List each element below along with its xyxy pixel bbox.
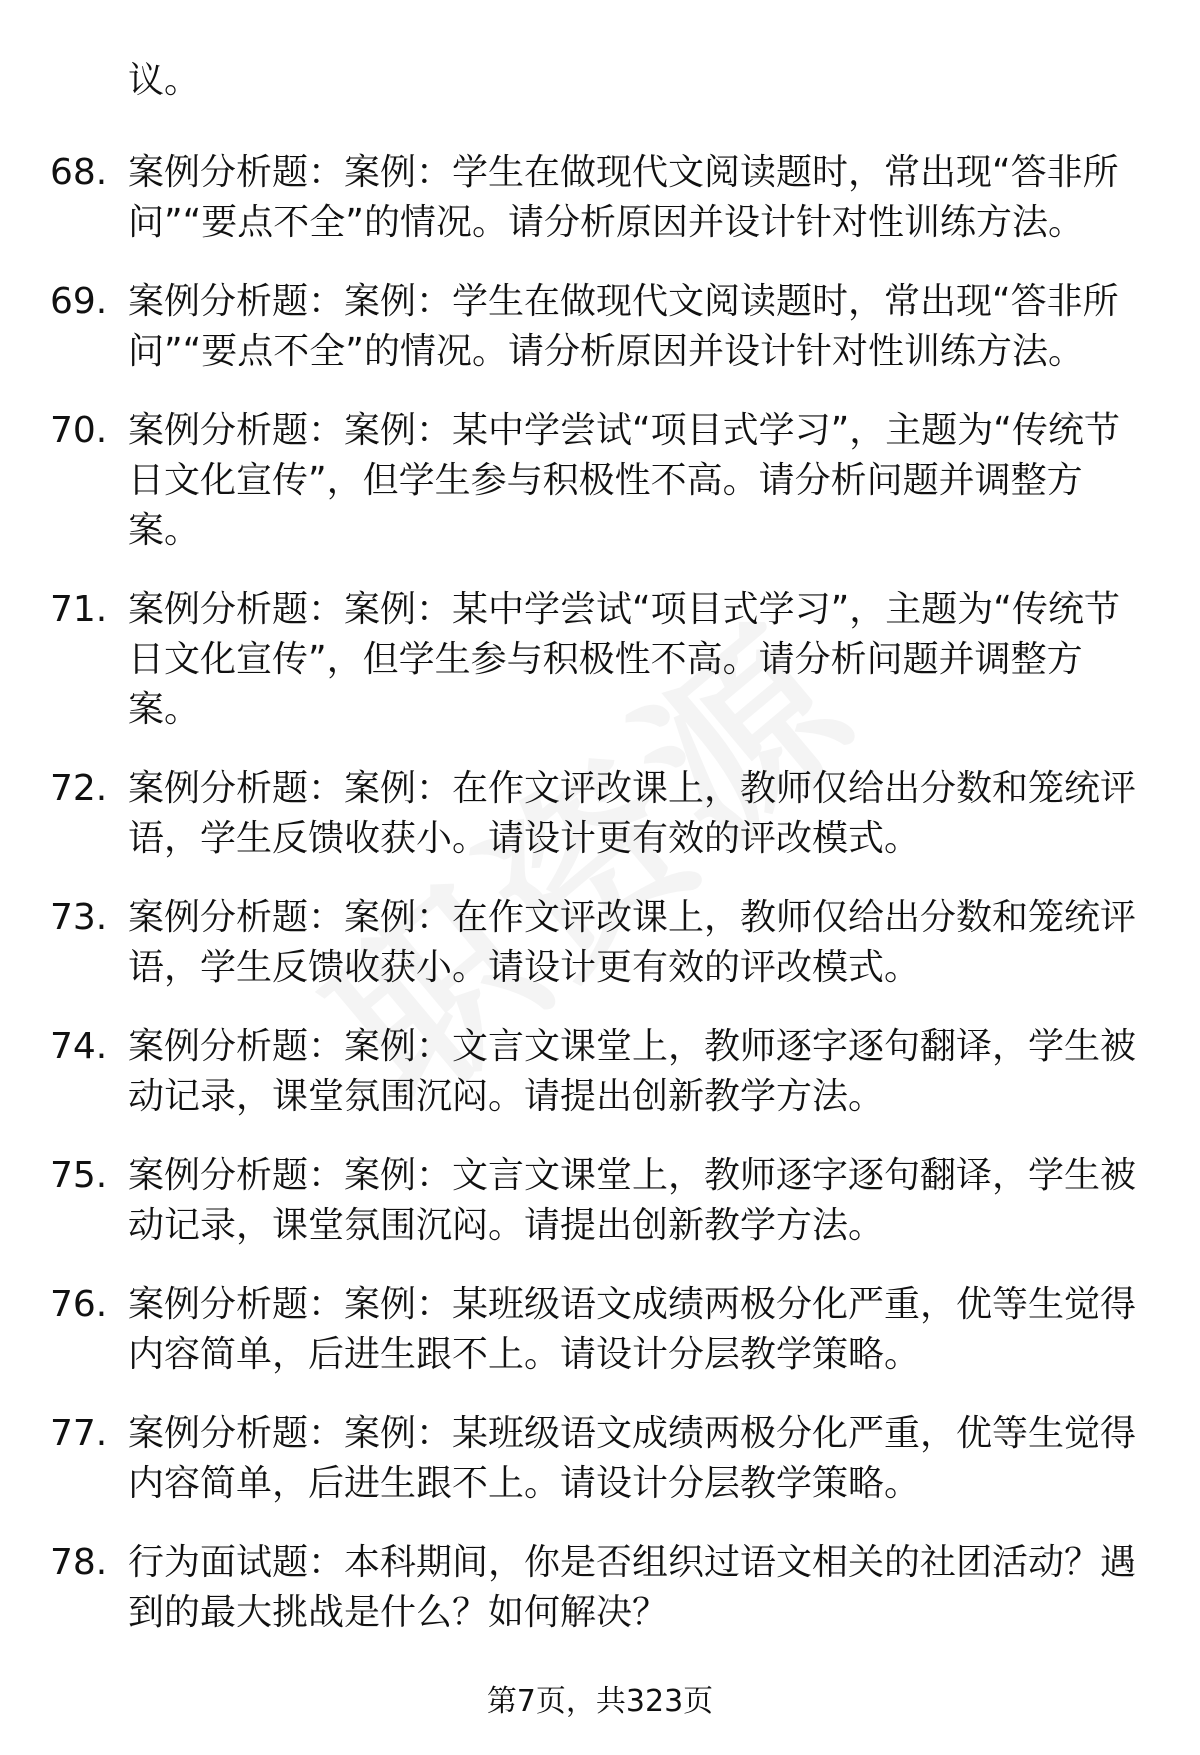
question-text: 案例分析题：案例：文言文课堂上，教师逐字逐句翻译，学生被动记录，课堂氛围沉闷。请提出创新教学方法。: [128, 1026, 1137, 1117]
question-number: 70.: [50, 410, 108, 451]
question-text: 案例分析题：案例：某中学尝试“项目式学习”，主题为“传统节日文化宣传”，但学生参与积极性不高。请分析问题并调整方案。: [128, 410, 1120, 551]
question-number: 78.: [50, 1542, 108, 1583]
question-number: 71.: [50, 589, 108, 630]
list-item: [50, 764, 1150, 864]
page-footer: 第7页，共323页: [486, 1684, 714, 1719]
question-text: 案例分析题：案例：在作文评改课上，教师仅给出分数和笼统评语，学生反馈收获小。请设计更有效的评改模式。: [128, 897, 1137, 988]
list-item: [50, 1538, 1150, 1638]
question-number: 69.: [50, 281, 108, 322]
question-number: 75.: [50, 1155, 108, 1196]
question-text: 案例分析题：案例：学生在做现代文阅读题时，常出现“答非所问”“要点不全”的情况。请分析原因并设计针对性训练方法。: [128, 152, 1119, 243]
question-text: 行为面试题：本科期间，你是否组织过语文相关的社团活动？遇到的最大挑战是什么？如何解决？: [128, 1542, 1137, 1633]
list-item: [50, 1280, 1150, 1380]
list-item: [50, 893, 1150, 993]
list-item: [50, 277, 1150, 377]
list-item: [50, 585, 1150, 735]
list-item: [50, 1022, 1150, 1122]
question-number: 68.: [50, 152, 108, 193]
question-list: [50, 148, 1150, 1667]
question-text: 案例分析题：案例：某班级语文成绩两极分化严重，优等生觉得内容简单，后进生跟不上。请设计分层教学策略。: [128, 1284, 1137, 1375]
question-text: 案例分析题：案例：在作文评改课上，教师仅给出分数和笼统评语，学生反馈收获小。请设计更有效的评改模式。: [128, 768, 1137, 859]
question-number: 72.: [50, 768, 108, 809]
question-text: 案例分析题：案例：文言文课堂上，教师逐字逐句翻译，学生被动记录，课堂氛围沉闷。请提出创新教学方法。: [128, 1155, 1137, 1246]
question-number: 74.: [50, 1026, 108, 1067]
question-number: 73.: [50, 897, 108, 938]
question-number: 76.: [50, 1284, 108, 1325]
list-item: [50, 1151, 1150, 1251]
continuation-text: 议。: [128, 60, 201, 101]
list-item: [50, 1409, 1150, 1509]
question-text: 案例分析题：案例：某中学尝试“项目式学习”，主题为“传统节日文化宣传”，但学生参与积极性不高。请分析问题并调整方案。: [128, 589, 1120, 730]
question-text: 案例分析题：案例：某班级语文成绩两极分化严重，优等生觉得内容简单，后进生跟不上。请设计分层教学策略。: [128, 1413, 1137, 1504]
list-item: [50, 406, 1150, 556]
question-number: 77.: [50, 1413, 108, 1454]
list-item: [50, 148, 1150, 248]
question-text: 案例分析题：案例：学生在做现代文阅读题时，常出现“答非所问”“要点不全”的情况。请分析原因并设计针对性训练方法。: [128, 281, 1119, 372]
